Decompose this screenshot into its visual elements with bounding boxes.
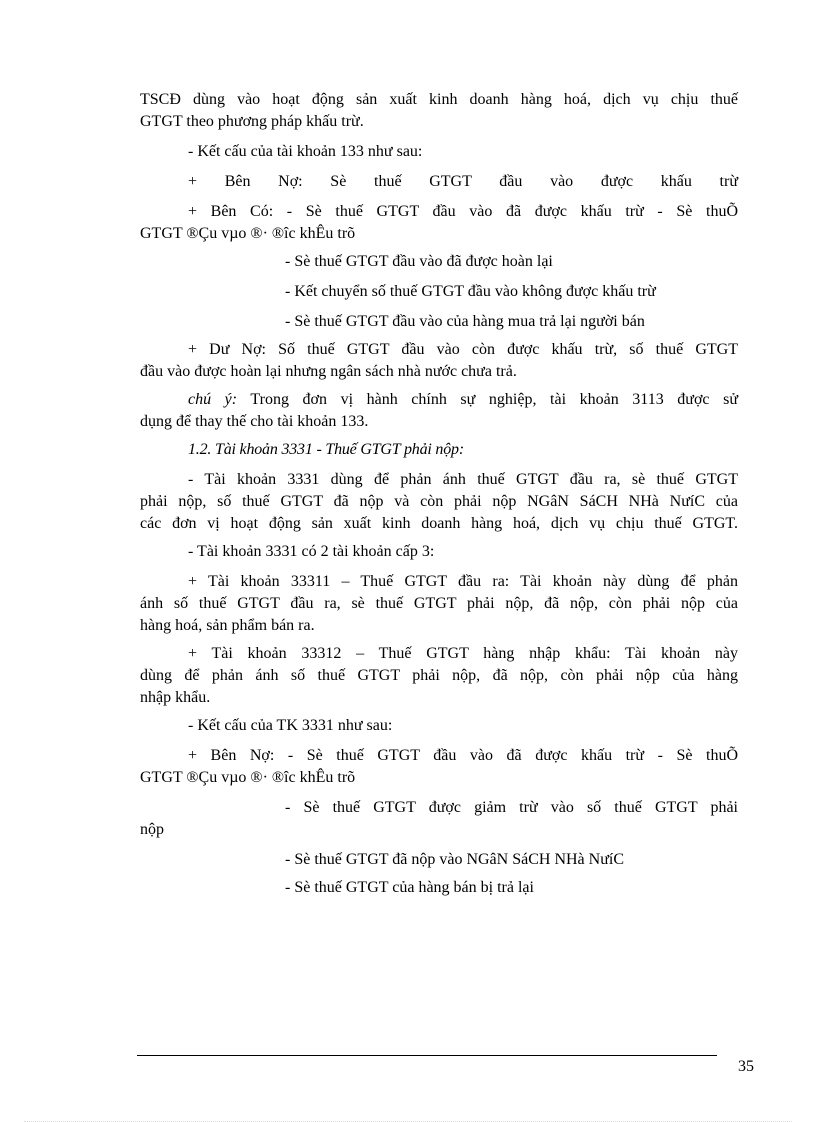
section-heading: 1.2. Tài khoản 3331 - Thuế GTGT phải nộp: xyxy=(188,441,464,458)
note-label: chú ý: xyxy=(188,391,238,408)
text-line: dùng để phản ánh số thuế GTGT phải nộp, đã nộp, còn phải nộp của hàng xyxy=(140,667,738,684)
text-line: - Kết cấu của tài khoản 133 như sau: xyxy=(188,143,423,160)
text-line: nhập khẩu. xyxy=(140,689,211,706)
text-line: ánh số thuế GTGT đầu ra, sè thuế GTGT phải nộp, đã nộp, còn phải nộp của xyxy=(140,595,738,612)
text-line: GTGT ®Çu vµo ®· ®îc khÊu trõ xyxy=(140,769,356,786)
text-line: - Sè thuế GTGT đã nộp vào NGâN SáCH NHà NưíC xyxy=(285,851,624,868)
text-line: - Kết cấu của TK 3331 như sau: xyxy=(188,717,393,734)
text-line: - Sè thuế GTGT được giảm trừ vào số thuế GTGT phải xyxy=(285,799,738,816)
text-line: - Sè thuế GTGT của hàng bán bị trả lại xyxy=(285,879,534,896)
text-line: - Sè thuế GTGT đầu vào đã được hoàn lại xyxy=(285,253,553,270)
text-line: các đơn vị hoạt động sản xuất kinh doanh hàng hoá, dịch vụ chịu thuế GTGT. xyxy=(140,515,738,532)
text-line: dụng để thay thế cho tài khoản 133. xyxy=(140,413,369,430)
text-line: + Dư Nợ: Số thuế GTGT đầu vào còn được khấu trừ, số thuế GTGT xyxy=(188,341,738,358)
text-line: GTGT ®Çu vµo ®· ®îc khÊu trõ xyxy=(140,225,356,242)
text-line: + Tài khoản 33311 – Thuế GTGT đầu ra: Tài khoản này dùng để phản xyxy=(188,573,738,590)
text-line: phải nộp, số thuế GTGT đã nộp và còn phải nộp NGâN SáCH NHà NưíC của xyxy=(140,493,738,510)
text-line: đầu vào được hoàn lại nhưng ngân sách nhà nước chưa trả. xyxy=(140,363,517,380)
text-line xyxy=(188,390,738,410)
text-line: TSCĐ dùng vào hoạt động sản xuất kinh doanh hàng hoá, dịch vụ chịu thuế xyxy=(140,91,738,108)
text-line: - Sè thuế GTGT đầu vào của hàng mua trả lại người bán xyxy=(285,313,645,330)
text-line: - Tài khoản 3331 có 2 tài khoản cấp 3: xyxy=(188,543,435,560)
text-line: hàng hoá, sản phẩm bán ra. xyxy=(140,617,315,634)
text-line: - Kết chuyển số thuế GTGT đầu vào không được khấu trừ xyxy=(285,283,656,300)
page-edge-dots xyxy=(24,1121,792,1122)
text-line: nộp xyxy=(140,821,164,838)
footer-rule xyxy=(137,1055,717,1056)
text-line: + Tài khoản 33312 – Thuế GTGT hàng nhập khẩu: Tài khoản này xyxy=(188,645,738,662)
text-line: + Bên Có: - Sè thuế GTGT đầu vào đã được khấu trừ - Sè thuÕ xyxy=(188,203,738,220)
page-number: 35 xyxy=(738,1058,754,1075)
text-line: + Bên Nợ: - Sè thuế GTGT đầu vào đã được khấu trừ - Sè thuÕ xyxy=(188,747,738,764)
note-text: Trong đơn vị hành chính sự nghiệp, tài khoản 3113 được sử xyxy=(250,391,739,408)
text-line: + Bên Nợ: Sè thuế GTGT đầu vào được khấu trừ xyxy=(188,173,738,190)
text-line: GTGT theo phương pháp khấu trừ. xyxy=(140,113,364,130)
text-line: - Tài khoản 3331 dùng để phản ánh thuế GTGT đầu ra, sè thuế GTGT xyxy=(188,471,738,488)
